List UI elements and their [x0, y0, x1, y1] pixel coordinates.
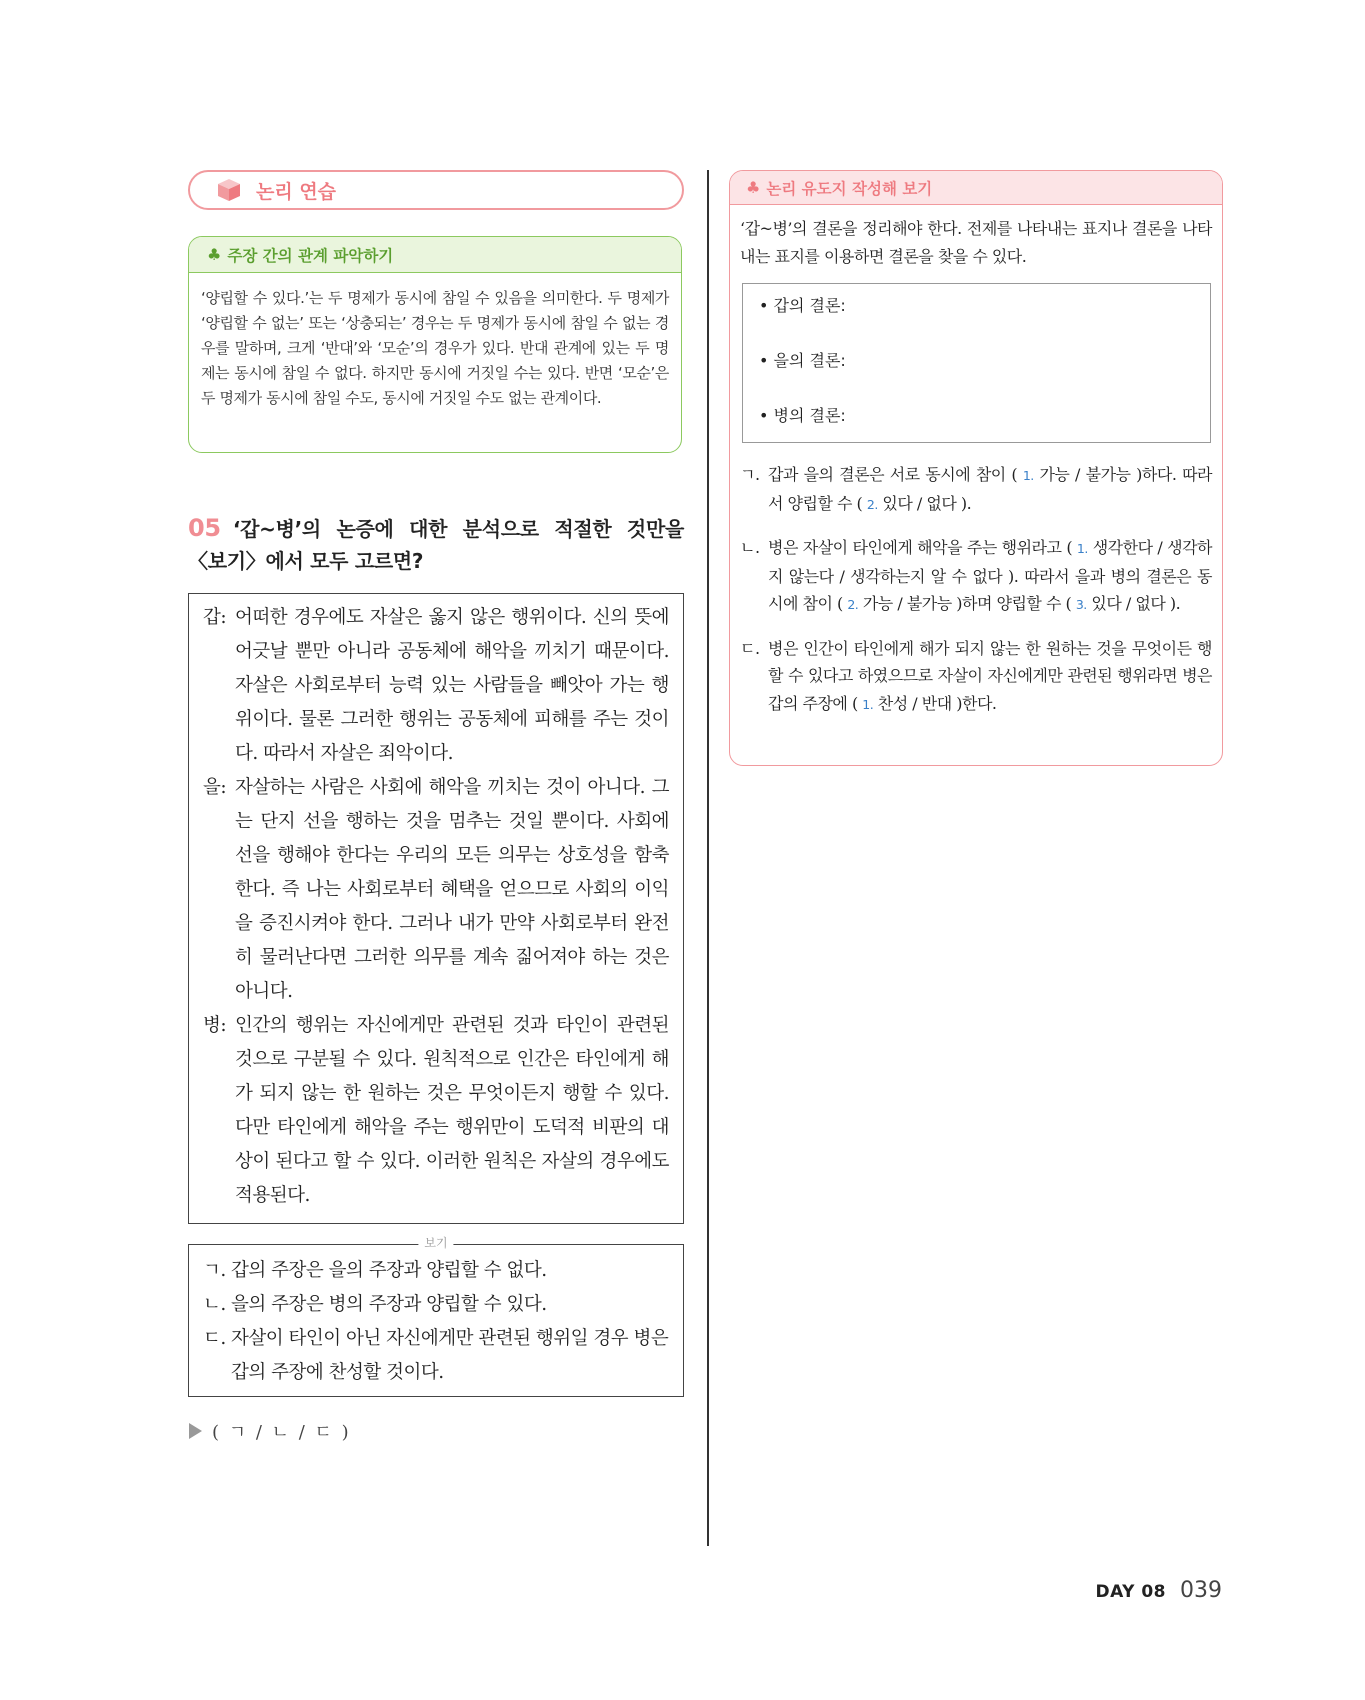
hint-box — [188, 236, 682, 453]
page-number: 039 — [1180, 1578, 1222, 1603]
question-text: ‘갑~병’의 논증에 대한 분석으로 적절한 것만을 〈보기〉에서 모두 고르면? — [188, 517, 684, 573]
blank-number: 2. — [866, 496, 878, 512]
speaker-text: 자살하는 사람은 사회에 해악을 끼치는 것이 아니다. 그는 단지 선을 행하는 것을 멈추는 것일 뿐이다. 사회에 선을 행해야 한다는 우리의 모든 의무는 상호성을 함축한다. 즉 나는 사회로부터 혜택을 얻으므로 사회의 이익을 증진시켜야 한다. 그러나 내가 만약 사회로부터 완전히 물러난다면 그러한 의무를 계속 짊어져야 하는 것은 아니다. — [235, 777, 669, 1002]
column-divider — [707, 170, 709, 1546]
conclusion-eul[interactable]: • 을의 결론: — [759, 351, 846, 370]
analysis-item — [740, 534, 1212, 619]
page-footer — [1095, 1578, 1222, 1603]
bogi-mark: ㄷ. — [203, 1328, 226, 1349]
analysis-mark: ㄴ. — [740, 538, 760, 557]
passage-box — [188, 593, 684, 1224]
guide-box — [729, 170, 1223, 766]
bogi-box — [188, 1236, 684, 1397]
blank-number: 2. — [847, 597, 859, 612]
guide-title: 논리 유도지 작성해 보기 — [766, 179, 933, 198]
arrow-icon — [189, 1423, 202, 1439]
practice-header — [188, 170, 684, 210]
speaker-gap — [203, 601, 669, 771]
bogi-label: 보기 — [418, 1235, 453, 1251]
blank-number: 3. — [1075, 597, 1087, 612]
blank-number: 1. — [862, 696, 874, 712]
question — [188, 512, 684, 577]
analysis-item — [740, 635, 1212, 719]
bogi-text: 갑의 주장은 을의 주장과 양립할 수 없다. — [231, 1260, 547, 1281]
speaker-eul — [203, 771, 669, 1009]
conclusion-gap[interactable]: • 갑의 결론: — [759, 296, 846, 315]
analysis-list — [730, 443, 1222, 718]
speaker-byeong — [203, 1009, 669, 1213]
blank-number: 1. — [1076, 541, 1088, 556]
speaker-text: 어떠한 경우에도 자살은 옳지 않은 행위이다. 신의 뜻에 어긋날 뿐만 아니라 공동체에 해악을 끼치기 때문이다. 자살은 사회로부터 능력 있는 사람들을 빼앗아 가는 행위이다. 물론 그러한 행위는 공동체에 피해를 주는 것이다. 따라서 자살은 죄악이다. — [235, 607, 669, 764]
speaker-text: 인간의 행위는 자신에게만 관련된 것과 타인이 관련된 것으로 구분될 수 있다. 원칙적으로 인간은 타인에게 해가 되지 않는 한 원하는 것은 무엇이든지 행할 수 있다. 다만 타인에게 해악을 주는 행위만이 도덕적 비판의 대상이 된다고 할 수 있다. 이러한 원칙은 자살의 경우에도 적용된다. — [235, 1015, 669, 1206]
analysis-item — [740, 461, 1212, 518]
conclusion-box[interactable] — [742, 283, 1211, 443]
bogi-text: 자살이 타인이 아닌 자신에게만 관련된 행위일 경우 병은 갑의 주장에 찬성할 것이다. — [231, 1328, 669, 1383]
bogi-item — [203, 1254, 669, 1288]
cube-icon — [216, 177, 242, 203]
conclusion-byeong[interactable]: • 병의 결론: — [759, 406, 846, 425]
day-label: DAY 08 — [1095, 1582, 1166, 1602]
analysis-mark: ㄱ. — [740, 465, 760, 484]
bogi-mark: ㄱ. — [203, 1260, 226, 1281]
speaker-name: 갑: — [203, 607, 227, 628]
clover-icon: ♣ — [746, 178, 761, 197]
bogi-text: 을의 주장은 병의 주장과 양립할 수 있다. — [231, 1294, 547, 1315]
analysis-mark: ㄷ. — [740, 638, 760, 658]
bogi-item — [203, 1288, 669, 1322]
answer-line — [189, 1418, 351, 1444]
blank-number: 1. — [1022, 468, 1034, 483]
bogi-item — [203, 1322, 669, 1390]
answer-choices: ( ㄱ / ㄴ / ㄷ ) — [212, 1422, 351, 1443]
clover-icon: ♣ — [207, 245, 222, 264]
hint-title: 주장 간의 관계 파악하기 — [227, 246, 394, 265]
practice-title: 논리 연습 — [256, 180, 337, 203]
speaker-name: 병: — [203, 1015, 227, 1036]
bogi-mark: ㄴ. — [203, 1294, 226, 1315]
guide-intro: ‘갑~병’의 결론을 정리해야 한다. 전제를 나타내는 표지나 결론을 나타내는 표지를 이용하면 결론을 찾을 수 있다. — [740, 219, 1212, 266]
hint-text: ‘양립할 수 있다.’는 두 명제가 동시에 참일 수 있음을 의미한다. 두 명제가 ‘양립할 수 없는’ 또는 ‘상충되는’ 경우는 두 명제가 동시에 참일 수 없는 경우를 말하며, 크게 ‘반대’와 ‘모순’의 경우가 있다. 반대 관계에 있는 두 명제는 동시에 참일 수 없다. 하지만 동시에 거짓일 수는 있다. 반면 ‘모순’은 두 명제가 동시에 참일 수도, 동시에 거짓일 수도 없는 관계이다. — [201, 289, 669, 407]
guide-header — [730, 171, 1222, 205]
speaker-name: 을: — [203, 777, 227, 798]
analysis-text: 병은 자살이 타인에게 해악을 주는 행위라고 ( 1. 생각한다 / 생각하지 않는다 / 생각하는지 알 수 없다 ). 따라서 을과 병의 결론은 동시에 참이 ( 2. 가능 / 불가능 )하며 양립할 수 ( 3. 있다 / 없다 ). — [768, 538, 1212, 613]
question-number: 05 — [188, 514, 221, 542]
analysis-text: 갑과 을의 결론은 서로 동시에 참이 ( 1. 가능 / 불가능 )하다. 따라서 양립할 수 ( 2. 있다 / 없다 ). — [768, 465, 1212, 513]
hint-header — [189, 237, 681, 273]
analysis-text: 병은 인간이 타인에게 해가 되지 않는 한 원하는 것을 무엇이든 행할 수 있다고 하였으므로 자살이 자신에게만 관련된 행위라면 병은 갑의 주장에 ( 1. 찬성 / 반대 )한다. — [768, 638, 1212, 713]
